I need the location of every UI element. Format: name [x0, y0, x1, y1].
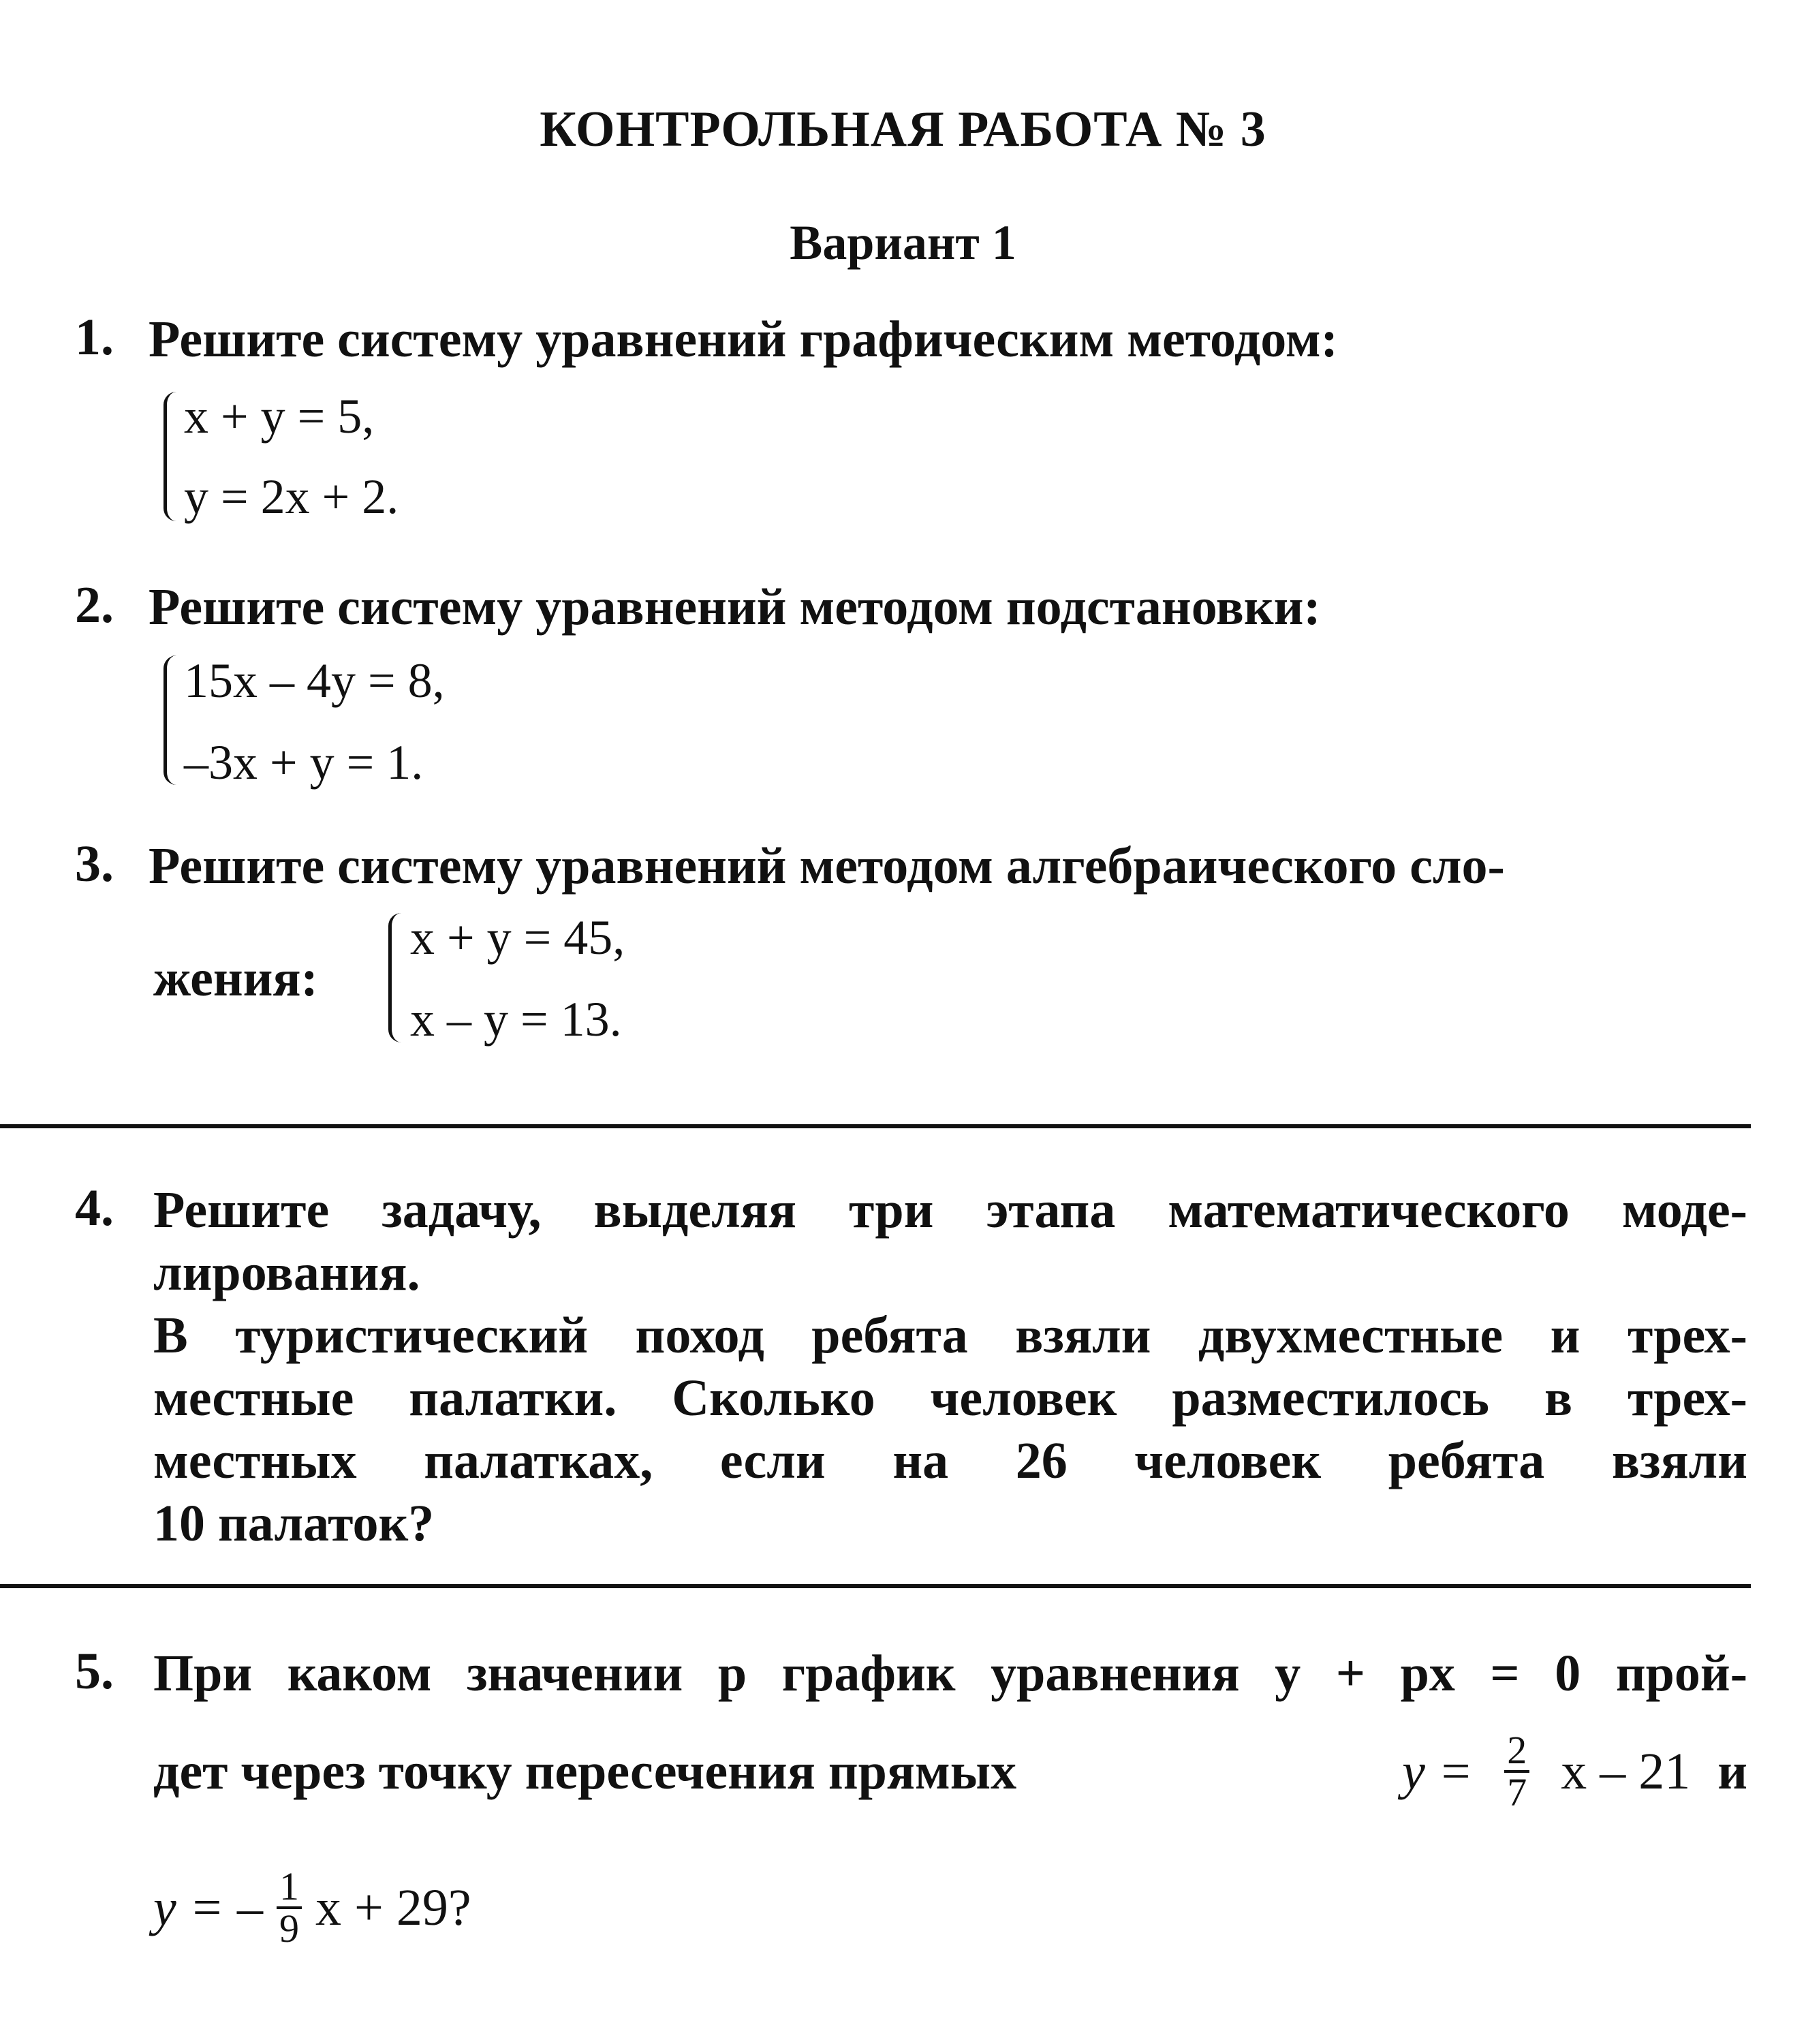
task-5-line-3-expr-suffix: x + 29?	[315, 1878, 471, 1936]
task-1-eq-2: y = 2x + 2.	[184, 469, 399, 524]
task-1-number: 1.	[75, 309, 114, 366]
task-2-eq-2: –3x + y = 1.	[184, 735, 424, 790]
fraction-denominator: 7	[1507, 1770, 1527, 1814]
task-5-line-1: При каком значении p график уравнения y + px = 0 прой-	[153, 1645, 1747, 1702]
fraction-2-7	[1504, 1728, 1529, 1814]
task-1-text: Решите систему уравнений графическим методом:	[149, 311, 1338, 368]
divider-1	[0, 1124, 1751, 1128]
task-3-brace	[388, 913, 401, 1042]
fraction-numerator: 1	[277, 1867, 302, 1909]
task-5-number: 5.	[75, 1643, 114, 1700]
task-2-brace	[164, 655, 176, 785]
task-5-line-3	[153, 1864, 471, 1951]
divider-2	[0, 1584, 1751, 1588]
task-4-intro-line-1: Решите задачу, выделяя три этапа математического моде-	[153, 1181, 1747, 1239]
page-title: КОНТРОЛЬНАЯ РАБОТА № 3	[540, 102, 1266, 157]
fraction-denominator: 9	[279, 1906, 300, 1951]
task-4-number: 4.	[75, 1179, 114, 1237]
task-5-line-2-expr-suffix: x – 21	[1561, 1742, 1691, 1800]
variant-title: Вариант 1	[790, 215, 1016, 270]
task-3-text-line-1: Решите систему уравнений методом алгебраического сло-	[149, 837, 1505, 895]
task-3-number: 3.	[75, 835, 114, 893]
fraction-numerator: 2	[1504, 1731, 1529, 1773]
task-3-eq-1: x + y = 45,	[410, 910, 625, 965]
task-5-line-2-expr-prefix: y =	[1402, 1742, 1474, 1800]
task-4-intro-line-2: лирования.	[153, 1244, 420, 1301]
task-5-line-3-expr-prefix: y = –	[153, 1878, 264, 1936]
task-3-text-line-2: жения:	[153, 950, 318, 1007]
task-2-text: Решите систему уравнений методом подстановки:	[149, 578, 1321, 636]
task-4-problem-line-3: местных палатках, если на 26 человек ребята взяли	[153, 1432, 1747, 1489]
task-4-problem-line-1: В туристический поход ребята взяли двухместные и трех-	[153, 1307, 1747, 1364]
task-4-problem-line-4: 10 палаток?	[153, 1495, 435, 1552]
task-1-brace	[164, 392, 176, 521]
task-1-eq-1: x + y = 5,	[184, 389, 375, 444]
task-2-eq-1: 15x – 4y = 8,	[184, 653, 445, 708]
task-3-eq-2: x – y = 13.	[410, 992, 622, 1047]
task-2-number: 2.	[75, 576, 114, 634]
fraction-1-9	[277, 1864, 302, 1951]
task-5-line-2-conj: и	[1717, 1742, 1747, 1800]
task-5-line-2	[153, 1728, 1747, 1814]
task-4-problem-line-2: местные палатки. Сколько человек разместилось в трех-	[153, 1369, 1747, 1427]
task-5-line-2-text: дет через точку пересечения прямых	[153, 1742, 1017, 1800]
